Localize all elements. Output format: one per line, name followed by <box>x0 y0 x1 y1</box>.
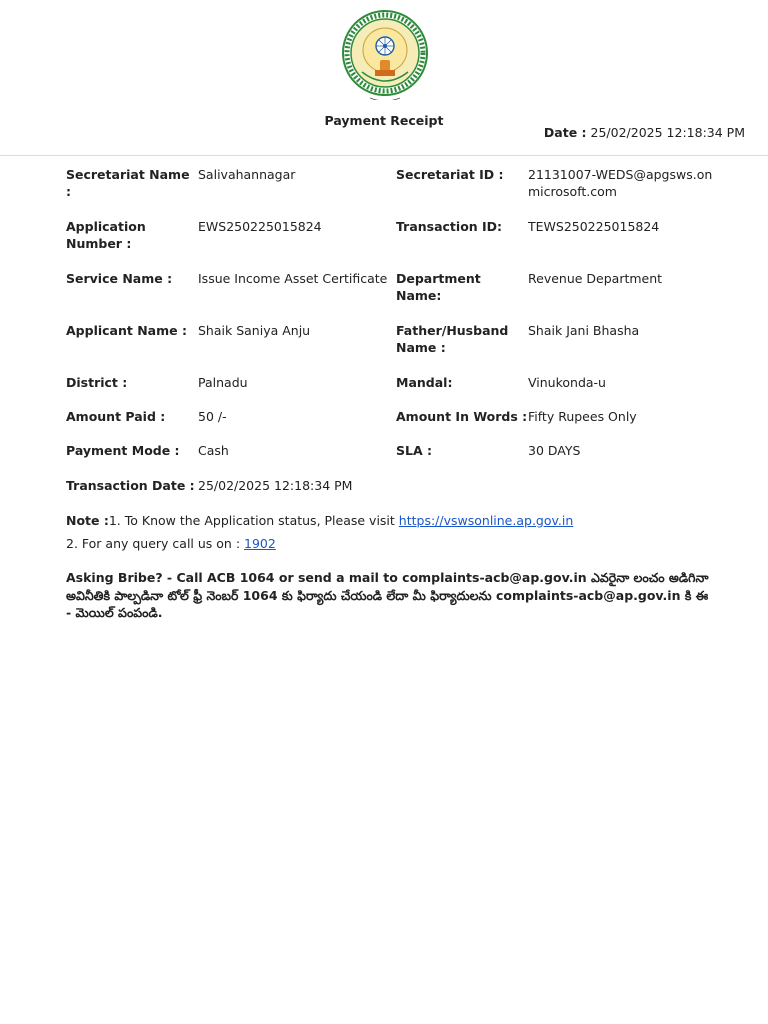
field-value: Issue Income Asset Certificate <box>198 271 388 286</box>
note-line-2 <box>66 535 716 552</box>
field-label: District : <box>66 375 128 390</box>
field-label: SLA : <box>396 443 432 458</box>
detail-row <box>66 408 716 442</box>
receipt-details <box>66 166 716 511</box>
field-label: Father/Husband Name : <box>396 323 509 355</box>
field-value: 30 DAYS <box>528 443 581 458</box>
receipt-header <box>0 0 768 156</box>
note-line-1-text: 1. To Know the Application status, Please visit <box>108 513 399 528</box>
date-label: Date : <box>543 125 587 140</box>
field-label: Transaction Date : <box>66 478 195 493</box>
field-label: Amount In Words : <box>396 409 528 424</box>
field-value: Shaik Saniya Anju <box>198 323 311 338</box>
field-label: Applicant Name : <box>66 323 187 338</box>
field-label: Amount Paid : <box>66 409 166 424</box>
field-label: Secretariat ID : <box>396 167 504 182</box>
field-value: Vinukonda-u <box>528 375 606 390</box>
receipt-date <box>544 125 745 140</box>
note-label: Note : <box>66 513 109 528</box>
field-label: Service Name : <box>66 271 173 286</box>
field-label: Mandal: <box>396 375 453 390</box>
field-value: 50 /- <box>198 409 227 424</box>
field-value: Revenue Department <box>528 271 663 286</box>
field-value: TEWS250225015824 <box>528 219 660 234</box>
field-label: Application Number : <box>66 219 146 251</box>
receipt-notes <box>66 512 716 558</box>
field-value: Salivahannagar <box>198 167 296 182</box>
detail-row <box>66 166 716 218</box>
field-value: 25/02/2025 12:18:34 PM <box>198 478 353 493</box>
helpline-link[interactable]: 1902 <box>244 536 276 551</box>
field-value: Fifty Rupees Only <box>528 409 637 424</box>
andhra-pradesh-government-emblem-icon <box>340 10 430 100</box>
field-value: EWS250225015824 <box>198 219 322 234</box>
field-value: Cash <box>198 443 229 458</box>
page-title: Payment Receipt <box>324 113 444 128</box>
date-value: 25/02/2025 12:18:34 PM <box>590 125 745 140</box>
field-label: Transaction ID: <box>396 219 503 234</box>
detail-row <box>66 218 716 270</box>
note-line-1 <box>66 512 716 529</box>
field-label: Department Name: <box>396 271 481 303</box>
field-value: Palnadu <box>198 375 248 390</box>
detail-row <box>66 270 716 322</box>
detail-row <box>66 442 716 477</box>
field-label: Payment Mode : <box>66 443 180 458</box>
field-label: Secretariat Name : <box>66 167 190 199</box>
anti-bribe-notice: Asking Bribe? - Call ACB 1064 or send a mail to complaints-acb@ap.gov.in ఎవరైనా లంచం అడిగినా అవినీతికి పాల్పడినా టోల్ ఫ్రీ నెంబర్ 1064 కు ఫిర్యాదు చేయండి లేదా మీ ఫిర్యాదులను complaints-acb@ap.gov.in కి ఈ - మెయిల్ పంపండి. <box>66 570 709 620</box>
detail-row <box>66 374 716 408</box>
field-value: Shaik Jani Bhasha <box>528 323 640 338</box>
detail-row <box>66 477 716 511</box>
note-line-2-text: 2. For any query call us on : <box>66 536 245 551</box>
field-value: 21131007-WEDS@apgsws.onmicrosoft.com <box>528 167 713 199</box>
detail-row <box>66 322 716 374</box>
application-status-link[interactable]: https://vswsonline.ap.gov.in <box>398 513 574 528</box>
